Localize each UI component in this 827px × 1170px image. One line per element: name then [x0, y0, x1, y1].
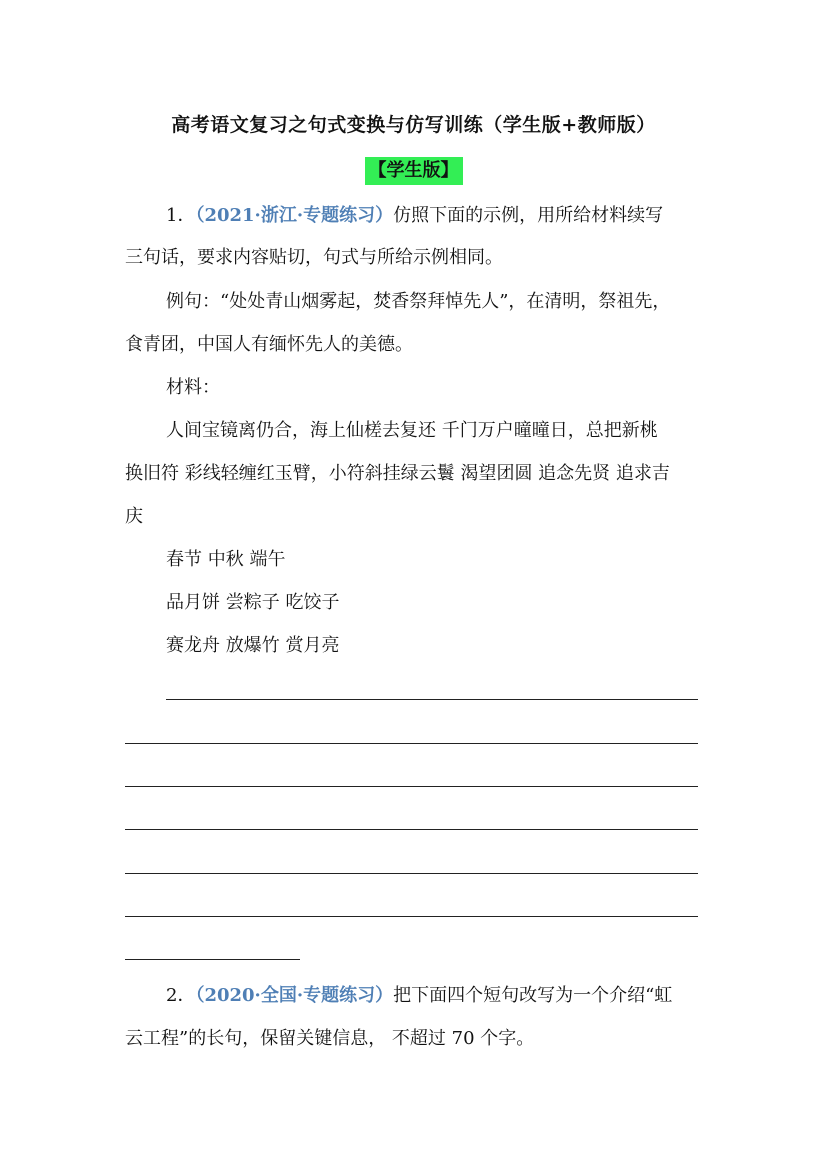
question-2-prompt-part2: 云工程”的长句，保留关键信息， 不超过 70 个字。 [125, 1028, 535, 1049]
answer-blank-line[interactable] [125, 786, 698, 787]
answer-blank-line[interactable] [166, 699, 698, 700]
question-1-example-line2: 食青团，中国人有缅怀先人的美德。 [125, 334, 413, 355]
question-1-example-line1: 例句：“处处青山烟雾起，焚香祭拜悼先人”，在清明，祭祖先， [166, 291, 671, 312]
answer-blank-line-short[interactable] [125, 959, 300, 960]
question-1-line-1 [166, 203, 663, 229]
question-2-number: 2． [166, 985, 196, 1006]
question-1-material-line3: 庆 [125, 506, 143, 527]
answer-blank-line[interactable] [125, 743, 698, 744]
question-1-foods: 品月饼 尝粽子 吃饺子 [166, 592, 340, 613]
question-2-source: （2020·全国·专题练习） [195, 985, 394, 1006]
question-1-material-line1: 人间宝镜离仍合，海上仙槎去复还 千门万户曈曈日，总把新桃 [166, 420, 658, 441]
answer-blank-line[interactable] [125, 829, 698, 830]
answer-blank-line[interactable] [125, 916, 698, 917]
question-1-activities: 赛龙舟 放爆竹 赏月亮 [166, 635, 340, 656]
question-2-line-1 [166, 983, 672, 1009]
question-1-number: 1． [166, 205, 196, 226]
section-label-student: 【学生版】 [365, 157, 463, 185]
question-1-material-label: 材料： [166, 377, 220, 398]
question-1-festivals: 春节 中秋 端午 [166, 549, 286, 570]
question-1-material-line2: 换旧符 彩线轻缠红玉臂，小符斜挂绿云鬟 渴望团圆 追念先贤 追求吉 [125, 463, 670, 484]
answer-blank-line[interactable] [125, 873, 698, 874]
document-title: 高考语文复习之句式变换与仿写训练（学生版+教师版） [171, 114, 656, 136]
question-1-prompt-part2: 三句话，要求内容贴切，句式与所给示例相同。 [125, 247, 503, 268]
question-1-source: （2021·浙江·专题练习） [195, 205, 394, 226]
question-1-prompt-part1: 仿照下面的示例，用所给材料续写 [393, 205, 664, 226]
question-2-prompt-part1: 把下面四个短句改写为一个介绍“虹 [393, 985, 673, 1006]
